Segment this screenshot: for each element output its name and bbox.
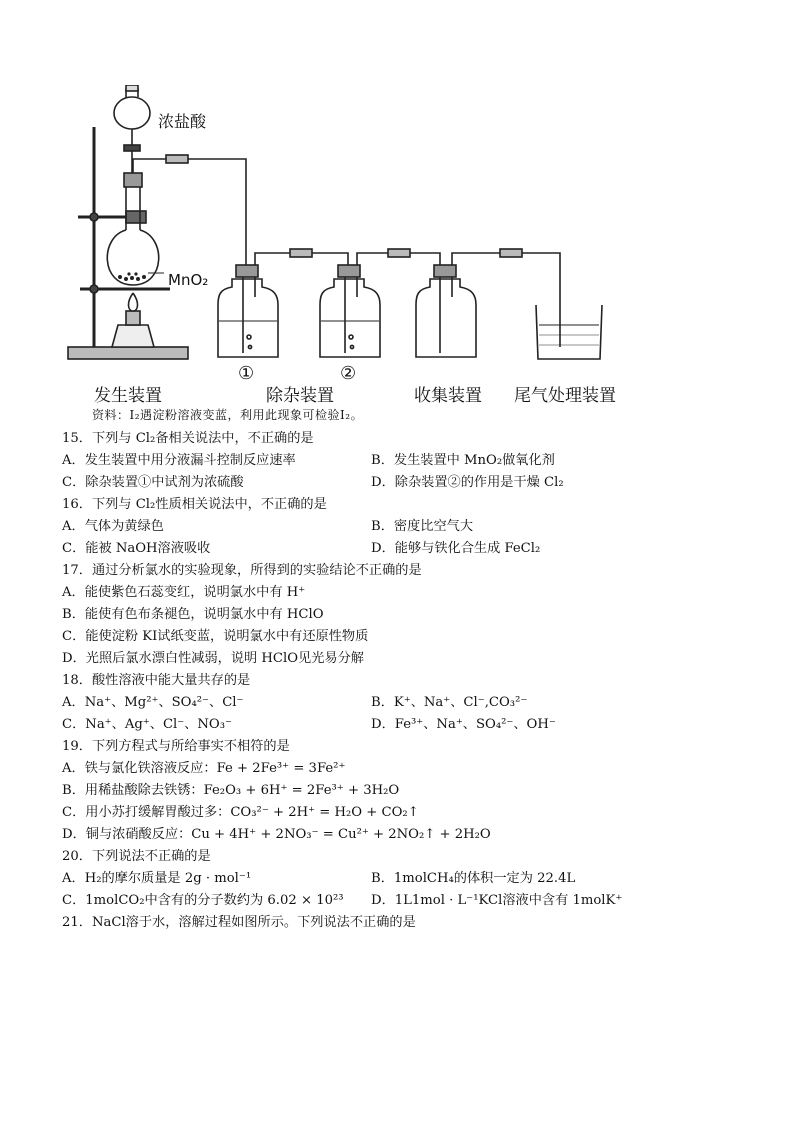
label-purifier: 除杂装置 xyxy=(266,386,334,406)
beaker xyxy=(536,305,602,359)
question-20-option-b: B．1molCH₄的体积一定为 22.4L xyxy=(371,871,576,886)
label-tail-gas: 尾气处理装置 xyxy=(514,386,616,406)
question-20-option-d: D．1L1mol · L⁻¹KCl溶液中含有 1molK⁺ xyxy=(371,893,623,908)
flame xyxy=(128,293,137,311)
question-17-option-c: C．能使淀粉 KI试纸变蓝，说明氯水中有还原性物质 xyxy=(62,629,369,644)
question-21-stem: 21．NaCl溶于水，溶解过程如图所示。下列说法不正确的是 xyxy=(62,915,416,930)
question-19-option-a: A．铁与氯化铁溶液反应：Fe + 2Fe³⁺ = 3Fe²⁺ xyxy=(62,761,346,776)
apparatus-diagram xyxy=(60,85,640,410)
question-17-option-a: A．能使紫色石蕊变红，说明氯水中有 H⁺ xyxy=(62,585,306,600)
question-18-stem: 18．酸性溶液中能大量共存的是 xyxy=(62,673,251,688)
collection-bottle xyxy=(416,279,476,357)
label-circle-1: ① xyxy=(238,363,255,384)
label-generator: 发生装置 xyxy=(94,386,162,406)
question-18-option-b: B．K⁺、Na⁺、Cl⁻,CO₃²⁻ xyxy=(371,695,528,710)
question-15-option-b: B．发生装置中 MnO₂做氧化剂 xyxy=(371,453,555,468)
delivery-tube-3 xyxy=(357,253,440,353)
mno2-solid xyxy=(118,272,146,281)
label-collector: 收集装置 xyxy=(414,386,482,406)
separatory-funnel xyxy=(114,97,150,129)
question-18-option-c: C．Na⁺、Ag⁺、Cl⁻、NO₃⁻ xyxy=(62,717,232,732)
question-15-option-d: D．除杂装置②的作用是干燥 Cl₂ xyxy=(371,475,564,490)
question-17-stem: 17．通过分析氯水的实验现象，所得到的实验结论不正确的是 xyxy=(62,563,422,578)
stopcock xyxy=(124,145,140,151)
label-conc-hcl: 浓盐酸 xyxy=(158,112,207,131)
label-mno2: MnO₂ xyxy=(168,271,209,289)
question-15-option-a: A．发生装置中用分液漏斗控制反应速率 xyxy=(62,453,296,468)
label-circle-2: ② xyxy=(340,363,357,384)
question-16-stem: 16．下列与 Cl₂性质相关说法中，不正确的是 xyxy=(62,497,327,512)
alcohol-lamp xyxy=(112,325,154,347)
question-20-stem: 20．下列说法不正确的是 xyxy=(62,849,211,864)
question-16-option-c: C．能被 NaOH溶液吸收 xyxy=(62,541,211,556)
question-18-option-a: A．Na⁺、Mg²⁺、SO₄²⁻、Cl⁻ xyxy=(62,695,244,710)
question-18-option-d: D．Fe³⁺、Na⁺、SO₄²⁻、OH⁻ xyxy=(371,717,556,732)
question-19-option-b: B．用稀盐酸除去铁锈：Fe₂O₃ + 6H⁺ = 2Fe³⁺ + 3H₂O xyxy=(62,783,400,798)
question-17-option-b: B．能使有色布条褪色，说明氯水中有 HClO xyxy=(62,607,324,622)
wash-bottle-2 xyxy=(320,279,380,357)
question-16-option-a: A．气体为黄绿色 xyxy=(62,519,164,534)
question-15-option-c: C．除杂装置①中试剂为浓硫酸 xyxy=(62,475,244,490)
question-20-option-a: A．H₂的摩尔质量是 2g · mol⁻¹ xyxy=(62,871,252,886)
question-19-option-d: D．铜与浓硝酸反应：Cu + 4H⁺ + 2NO₃⁻ = Cu²⁺ + 2NO₂↑ + 2H₂O xyxy=(62,827,491,842)
wash-bottle-1 xyxy=(218,279,278,357)
question-17-option-d: D．光照后氯水漂白性减弱，说明 HClO见光易分解 xyxy=(62,651,364,666)
question-15-stem: 15．下列与 Cl₂备相关说法中，不正确的是 xyxy=(62,431,314,446)
question-20-option-c: C．1molCO₂中含有的分子数约为 6.02 × 10²³ xyxy=(62,893,344,908)
question-19-option-c: C．用小苏打缓解胃酸过多：CO₃²⁻ + 2H⁺ = H₂O + CO₂↑ xyxy=(62,805,419,820)
stand-base xyxy=(68,347,188,359)
reference-note: 资料：I₂遇淀粉溶液变蓝，利用此现象可检验I₂。 xyxy=(92,408,364,422)
question-16-option-d: D．能够与铁化合生成 FeCl₂ xyxy=(371,541,541,556)
question-16-option-b: B．密度比空气大 xyxy=(371,519,474,534)
delivery-tube-4 xyxy=(452,253,560,347)
question-19-stem: 19．下列方程式与所给事实不相符的是 xyxy=(62,739,290,754)
delivery-tube-1 xyxy=(133,159,246,275)
